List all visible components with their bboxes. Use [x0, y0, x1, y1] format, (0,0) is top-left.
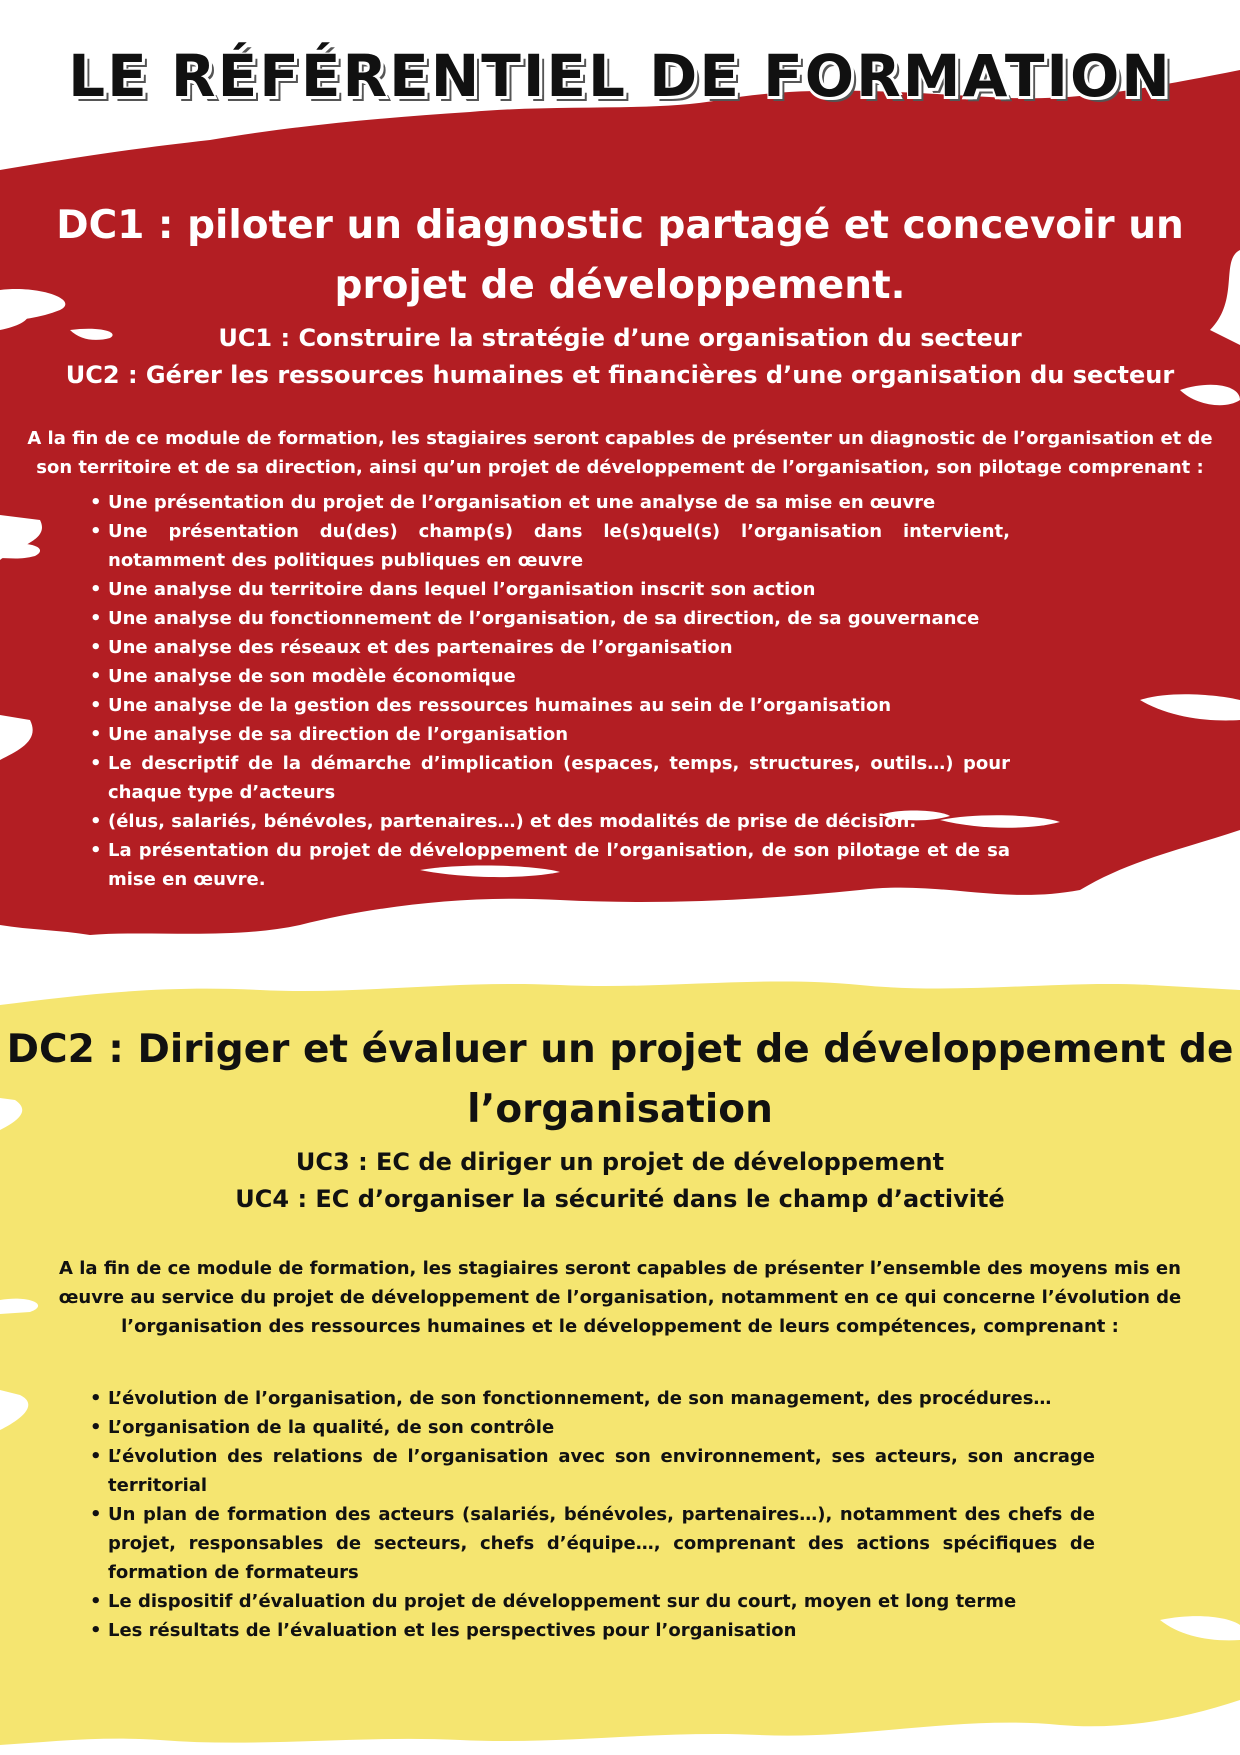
dc2-section: [0, 1020, 1240, 1641]
bullet-icon: •: [90, 579, 102, 600]
list-item-text: Une analyse de son modèle économique: [108, 666, 516, 687]
list-item-text: Une analyse du fonctionnement de l’organisation, de sa direction, de sa gouvernance: [108, 608, 980, 629]
list-item-text: L’organisation de la qualité, de son contrôle: [108, 1417, 555, 1438]
list-item-text: Un plan de formation des acteurs (salariés, bénévoles, partenaires…), notamment des chefs de projet, responsables de secteurs, chefs d’équipe…, comprenant des actions spécifiques de formation de formateurs: [108, 1504, 1095, 1583]
bullet-icon: •: [90, 724, 102, 745]
list-item-text: Les résultats de l’évaluation et les perspectives pour l’organisation: [108, 1620, 797, 1641]
list-item: [90, 517, 1010, 575]
list-item-text: La présentation du projet de développement de l’organisation, de son pilotage et de sa mise en œuvre.: [108, 840, 1010, 890]
list-item-text: Une présentation du(des) champ(s) dans le(s)quel(s) l’organisation intervient, notamment des politiques publiques en œuvre: [108, 521, 1010, 571]
list-item-text: Une analyse de la gestion des ressources humaines au sein de l’organisation: [108, 695, 892, 716]
dc1-section: [0, 196, 1240, 890]
dc2-units: [0, 1144, 1240, 1218]
list-item-text: Le descriptif de la démarche d’implication (espaces, temps, structures, outils…) pour chaque type d’acteurs: [108, 753, 1010, 803]
list-item: [90, 1384, 1095, 1413]
list-item: [90, 1500, 1095, 1587]
uc3-label: UC3 : EC de diriger un projet de développement: [295, 1148, 945, 1176]
list-item: [90, 807, 1010, 836]
dc1-units: [0, 320, 1240, 394]
bullet-icon: •: [90, 1446, 102, 1467]
bullet-icon: •: [90, 1417, 102, 1438]
list-item: [90, 1587, 1095, 1616]
bullet-icon: •: [90, 1591, 102, 1612]
bullet-icon: •: [90, 666, 102, 687]
dc1-intro: A la fin de ce module de formation, les stagiaires seront capables de présenter un diagnostic de l’organisation et de son territoire et de sa direction, ainsi qu’un projet de développement de l’organisation, son pilotage comprenant :: [27, 428, 1213, 478]
list-item: [90, 691, 1010, 720]
bullet-icon: •: [90, 811, 102, 832]
bullet-icon: •: [90, 840, 102, 861]
page-title: LE RÉFÉRENTIEL DE FORMATION: [68, 42, 1172, 110]
list-item-text: (élus, salariés, bénévoles, partenaires…) et des modalités de prise de décision.: [108, 811, 917, 832]
bullet-icon: •: [90, 1620, 102, 1641]
bullet-icon: •: [90, 1388, 102, 1409]
list-item: [90, 604, 1010, 633]
uc4-label: UC4 : EC d’organiser la sécurité dans le champ d’activité: [235, 1185, 1005, 1213]
list-item-text: Une analyse de sa direction de l’organisation: [108, 724, 569, 745]
list-item-text: Le dispositif d’évaluation du projet de développement sur du court, moyen et long terme: [108, 1591, 1017, 1612]
bullet-icon: •: [90, 695, 102, 716]
dc2-title: DC2 : Diriger et évaluer un projet de développement de l’organisation: [6, 1027, 1234, 1132]
list-item: [90, 720, 1010, 749]
list-item: [90, 662, 1010, 691]
bullet-icon: •: [90, 521, 102, 542]
uc1-label: UC1 : Construire la stratégie d’une organisation du secteur: [218, 324, 1022, 352]
dc1-title: DC1 : piloter un diagnostic partagé et concevoir un projet de développement.: [56, 203, 1184, 308]
list-item: [90, 1442, 1095, 1500]
bullet-icon: •: [90, 492, 102, 513]
list-item-text: Une analyse du territoire dans lequel l’organisation inscrit son action: [108, 579, 816, 600]
dc2-bullet-list: [90, 1384, 1095, 1645]
bullet-icon: •: [90, 753, 102, 774]
list-item: [90, 836, 1010, 894]
dc1-bullet-list: [90, 488, 1010, 894]
list-item: [90, 575, 1010, 604]
list-item: [90, 749, 1010, 807]
list-item-text: Une présentation du projet de l’organisation et une analyse de sa mise en œuvre: [108, 492, 936, 513]
bullet-icon: •: [90, 637, 102, 658]
list-item: [90, 1413, 1095, 1442]
bullet-icon: •: [90, 1504, 102, 1525]
bullet-icon: •: [90, 608, 102, 629]
list-item-text: L’évolution de l’organisation, de son fonctionnement, de son management, des procédures…: [108, 1388, 1052, 1409]
list-item: [90, 488, 1010, 517]
list-item-text: Une analyse des réseaux et des partenaires de l’organisation: [108, 637, 733, 658]
list-item: [90, 1616, 1095, 1645]
list-item-text: L’évolution des relations de l’organisation avec son environnement, ses acteurs, son ancrage territorial: [108, 1446, 1095, 1496]
list-item: [90, 633, 1010, 662]
uc2-label: UC2 : Gérer les ressources humaines et financières d’une organisation du secteur: [65, 361, 1175, 389]
dc2-intro: A la fin de ce module de formation, les stagiaires seront capables de présenter l’ensemble des moyens mis en œuvre au service du projet de développement de l’organisation, notamment en ce qui concerne l’évolution de l’organisation des ressources humaines et le développement de leurs compétences, comprenant :: [58, 1258, 1182, 1337]
